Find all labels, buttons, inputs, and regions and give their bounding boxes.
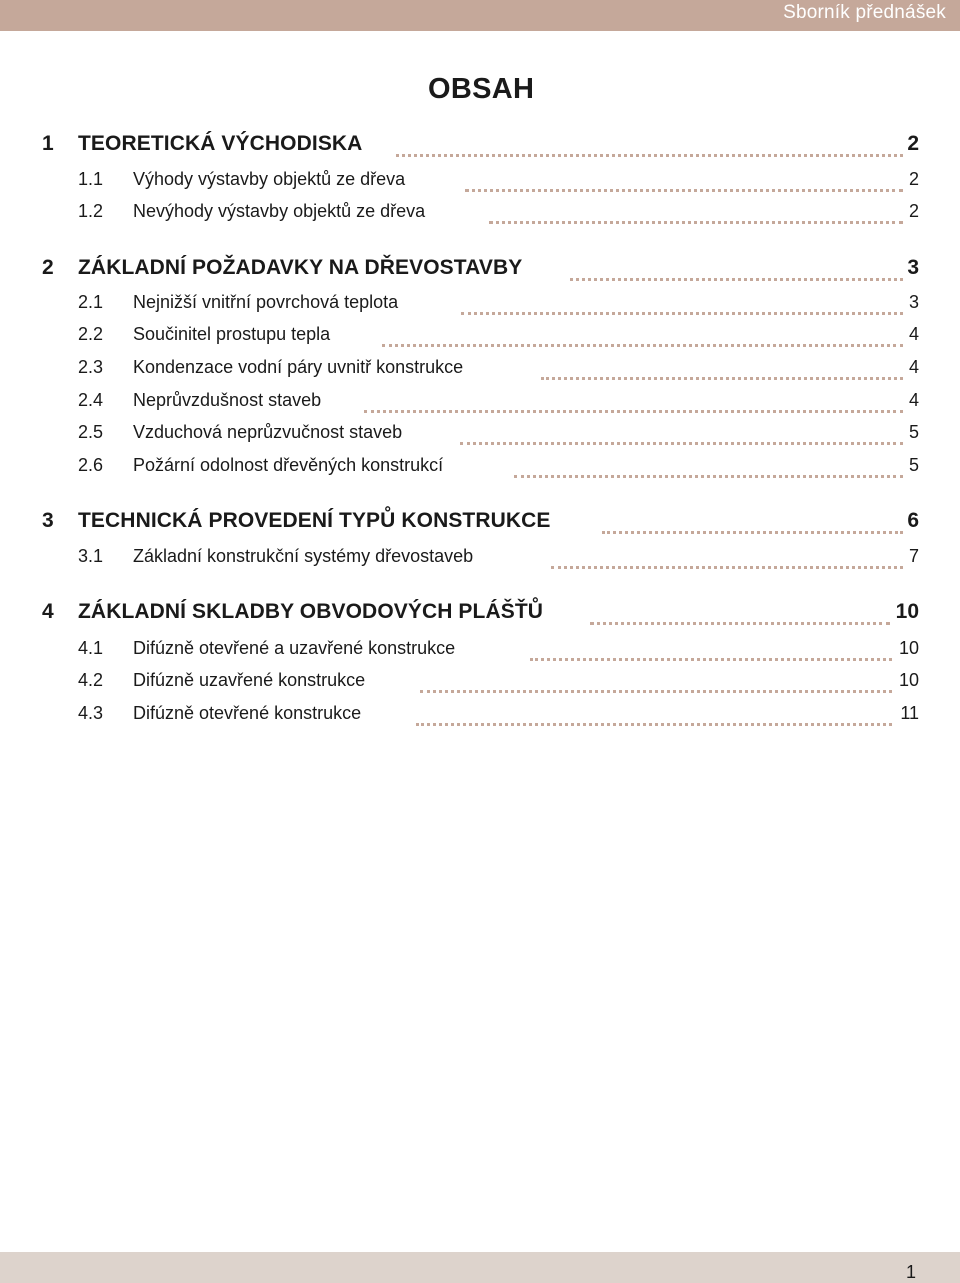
toc-number: 2 <box>42 256 54 279</box>
toc-label: Základní konstrukční systémy dřevostaveb <box>133 546 474 566</box>
toc-number: 2.6 <box>78 455 104 475</box>
toc-leader <box>461 312 903 315</box>
toc-label: Nevýhody výstavby objektů ze dřeva <box>133 201 426 221</box>
toc-leader <box>602 531 903 534</box>
toc-leader <box>489 221 903 224</box>
toc-number: 1.1 <box>78 169 104 189</box>
toc-chapter[interactable] <box>0 256 960 282</box>
toc-number: 1 <box>42 132 54 155</box>
toc-number: 3.1 <box>78 546 104 566</box>
toc-number: 4.3 <box>78 703 104 723</box>
toc-section[interactable] <box>0 701 960 727</box>
toc-page: 10 <box>898 670 919 690</box>
toc-leader <box>530 658 892 661</box>
toc-number: 2.5 <box>78 422 104 442</box>
toc-chapter[interactable] <box>0 132 960 158</box>
toc-leader <box>541 377 903 380</box>
toc-section[interactable] <box>0 420 960 446</box>
toc-section[interactable] <box>0 668 960 694</box>
toc-label: Součinitel prostupu tepla <box>133 324 331 344</box>
toc-page: 11 <box>900 703 919 723</box>
toc-leader <box>420 690 892 693</box>
toc-section[interactable] <box>0 290 960 316</box>
toc-label: Výhody výstavby objektů ze dřeva <box>133 169 406 189</box>
toc-page: 3 <box>907 256 919 279</box>
toc-leader <box>364 410 903 413</box>
toc-leader <box>514 475 903 478</box>
toc-label: ZÁKLADNÍ SKLADBY OBVODOVÝCH PLÁŠŤŮ <box>78 600 544 623</box>
header-title: Sborník přednášek <box>783 2 946 23</box>
toc-number: 2.3 <box>78 357 104 377</box>
toc-page: 4 <box>908 357 919 377</box>
toc-number: 2.1 <box>78 292 104 312</box>
toc-label: ZÁKLADNÍ POŽADAVKY NA DŘEVOSTAVBY <box>78 256 523 279</box>
toc-label: TEORETICKÁ VÝCHODISKA <box>78 132 363 155</box>
toc-page: 4 <box>908 324 919 344</box>
toc-page: 7 <box>908 546 919 566</box>
toc-section[interactable] <box>0 167 960 193</box>
toc-number: 3 <box>42 509 54 532</box>
toc-page: 6 <box>907 509 919 532</box>
toc-section[interactable] <box>0 322 960 348</box>
footer-band <box>0 1252 960 1283</box>
toc-label: Vzduchová neprůzvučnost staveb <box>133 422 403 442</box>
toc-chapter[interactable] <box>0 509 960 535</box>
toc-leader <box>396 154 903 157</box>
toc-leader <box>382 344 903 347</box>
toc-label: Neprůvzdušnost staveb <box>133 390 322 410</box>
toc-section[interactable] <box>0 355 960 381</box>
toc-number: 4 <box>42 600 54 623</box>
toc-page: 4 <box>908 390 919 410</box>
toc-leader <box>460 442 903 445</box>
toc-leader <box>551 566 903 569</box>
toc-chapter[interactable] <box>0 600 960 626</box>
toc-section[interactable] <box>0 636 960 662</box>
toc-section[interactable] <box>0 544 960 570</box>
toc-leader <box>590 622 890 625</box>
toc-page: 10 <box>895 600 919 623</box>
toc-leader <box>570 278 903 281</box>
toc-number: 2.4 <box>78 390 104 410</box>
toc-label: Difúzně uzavřené konstrukce <box>133 670 366 690</box>
page-number: 1 <box>905 1262 916 1282</box>
toc-section[interactable] <box>0 199 960 225</box>
toc-page: 5 <box>908 455 919 475</box>
toc-section[interactable] <box>0 453 960 479</box>
toc-label: Difúzně otevřené konstrukce <box>133 703 362 723</box>
toc-number: 1.2 <box>78 201 104 221</box>
toc-label: Difúzně otevřené a uzavřené konstrukce <box>133 638 456 658</box>
toc-label: TECHNICKÁ PROVEDENÍ TYPŮ KONSTRUKCE <box>78 509 551 532</box>
toc-page: 2 <box>908 201 919 221</box>
toc-page: 5 <box>908 422 919 442</box>
toc-label: Nejnižší vnitřní povrchová teplota <box>133 292 399 312</box>
toc-leader <box>416 723 892 726</box>
toc-page: 2 <box>908 169 919 189</box>
toc-label: Požární odolnost dřevěných konstrukcí <box>133 455 444 475</box>
page-title: OBSAH <box>428 73 535 105</box>
toc-section[interactable] <box>0 388 960 414</box>
toc-number: 4.2 <box>78 670 104 690</box>
toc-number: 2.2 <box>78 324 104 344</box>
toc-page: 10 <box>898 638 919 658</box>
toc-number: 4.1 <box>78 638 104 658</box>
toc-label: Kondenzace vodní páry uvnitř konstrukce <box>133 357 464 377</box>
toc-page: 3 <box>908 292 919 312</box>
toc-leader <box>465 189 903 192</box>
toc-page: 2 <box>907 132 919 155</box>
